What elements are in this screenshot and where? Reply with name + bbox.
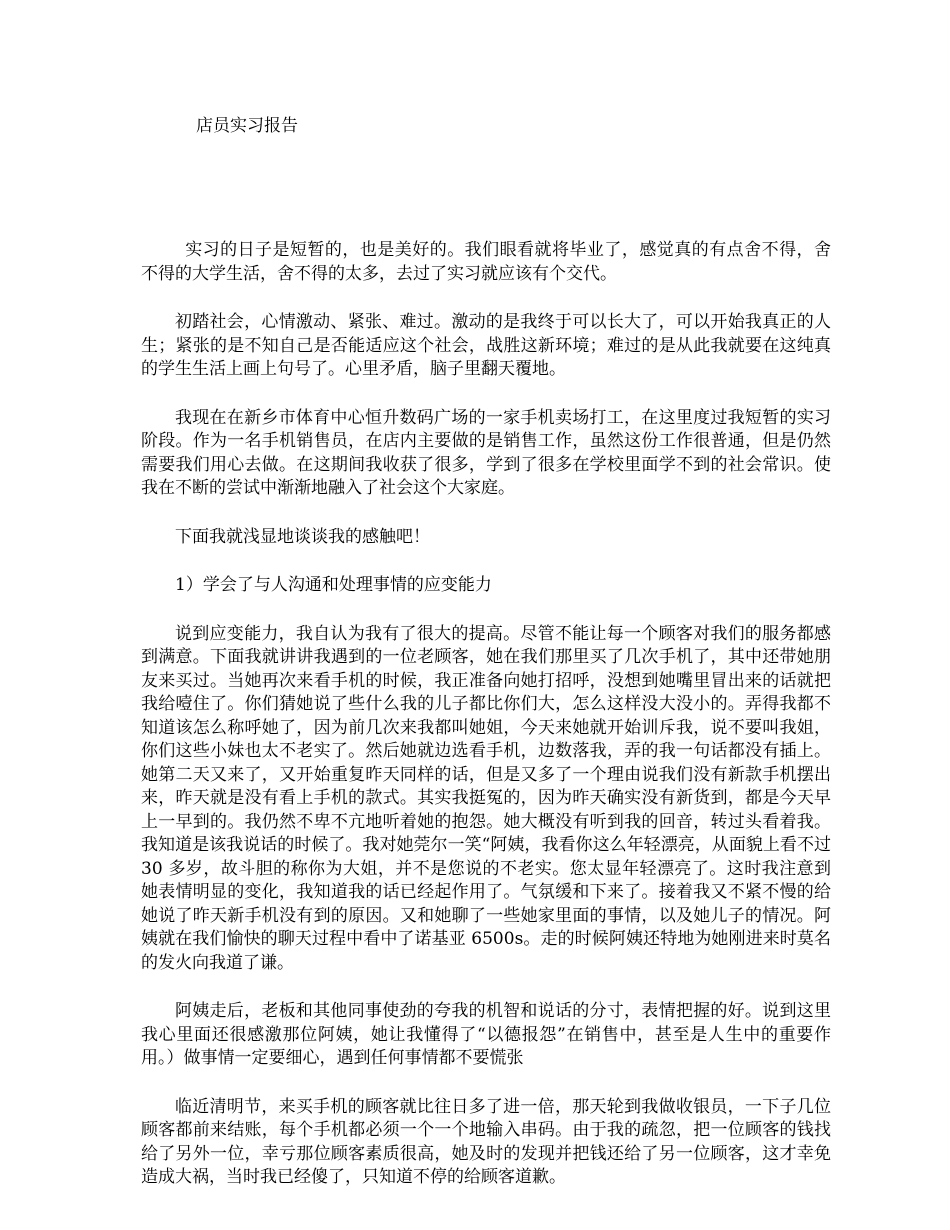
document-body: [141, 239, 831, 1215]
document-title: 店员实习报告: [196, 116, 298, 136]
paragraph: 我现在在新乡市体育中心恒升数码广场的一家手机卖场打工，在这里度过我短暂的实习阶段。作为一名手机销售员，在店内主要做的是销售工作，虽然这份工作很普通，但是仍然需要我们用心去做。在这期间我收获了很多，学到了很多在学校里面学不到的社会常识。使我在不断的尝试中渐渐地融入了社会这个大家庭。: [141, 407, 831, 498]
paragraph: 初踏社会，心情激动、紧张、难过。激动的是我终于可以长大了，可以开始我真正的人生；紧张的是不知自己是否能适应这个社会，战胜这新环境；难过的是从此我就要在这纯真的学生生活上画上句号了。心里矛盾，脑子里翻天覆地。: [141, 312, 831, 379]
paragraph: 实习的日子是短暂的，也是美好的。我们眼看就将毕业了，感觉真的有点舍不得，舍不得的大学生活，舍不得的太多，去过了实习就应该有个交代。: [141, 240, 831, 284]
paragraph: 临近清明节，来买手机的顾客就比往日多了进一倍，那天轮到我做收银员，一下子几位顾客都前来结账，每个手机都必须一个一个地输入串码。由于我的疏忽，把一位顾客的钱找给了另外一位，幸亏那位顾客素质很高，她及时的发现并把钱还给了另一位顾客，这才幸免造成大祸，当时我已经傻了，只知道不停的给顾客道歉。: [141, 1096, 831, 1187]
paragraph: 阿姨走后，老板和其他同事使劲的夸我的机智和说话的分寸，表情把握的好。说到这里我心里面还很感激那位阿姨，她让我懂得了“以德报怨”在销售中，甚至是人生中的重要作用。）做事情一定要细心，遇到任何事情都不要慌张: [141, 1001, 831, 1068]
section-heading: 1）学会了与人沟通和处理事情的应变能力: [175, 575, 492, 595]
paragraph: 下面我就浅显地谈谈我的感触吧！: [175, 526, 430, 547]
paragraph: 说到应变能力，我自认为我有了很大的提高。尽管不能让每一个顾客对我们的服务都感到满意。下面我就讲讲我遇到的一位老顾客，她在我们那里买了几次手机了，其中还带她朋友来买过。当她再次来看手机的时候，我正准备向她打招呼，没想到她嘴里冒出来的话就把我给噎住了。你们猜她说了些什么我的儿子都比你们大，怎么这样没大没小的。弄得我都不知道该怎么称呼她了，因为前几次来我都叫她姐，今天来她就开始训斥我，说不要叫我姐，你们这些小妹也太不老实了。然后她就边选看手机，边数落我，弄的我一句话都没有插上。她第二天又来了，又开始重复昨天同样的话，但是又多了一个理由说我们没有新款手机摆出来，昨天就是没有看上手机的款式。其实我挺冤的，因为昨天确实没有新货到，都是今天早上一早到的。我仍然不卑不亢地听着她的抱怨。她大概没有听到我的回音，转过头看着我。我知道是该我说话的时候了。我对她莞尔一笑“阿姨，我看你这么年轻漂亮，从面貌上看不过 30 多岁，故斗胆的称你为大姐，并不是您说的不老实。您太显年轻漂亮了。这时我注意到她表情明显的变化，我知道我的话已经起作用了。气氛缓和下来了。接着我又不紧不慢的给她说了昨天新手机没有到的原因。又和她聊了一些她家里面的事情，以及她儿子的情况。阿姨就在我们愉快的聊天过程中看中了诺基亚 6500s。走的时候阿姨还特地为她刚进来时莫名的发火向我道了谦。: [141, 623, 831, 973]
